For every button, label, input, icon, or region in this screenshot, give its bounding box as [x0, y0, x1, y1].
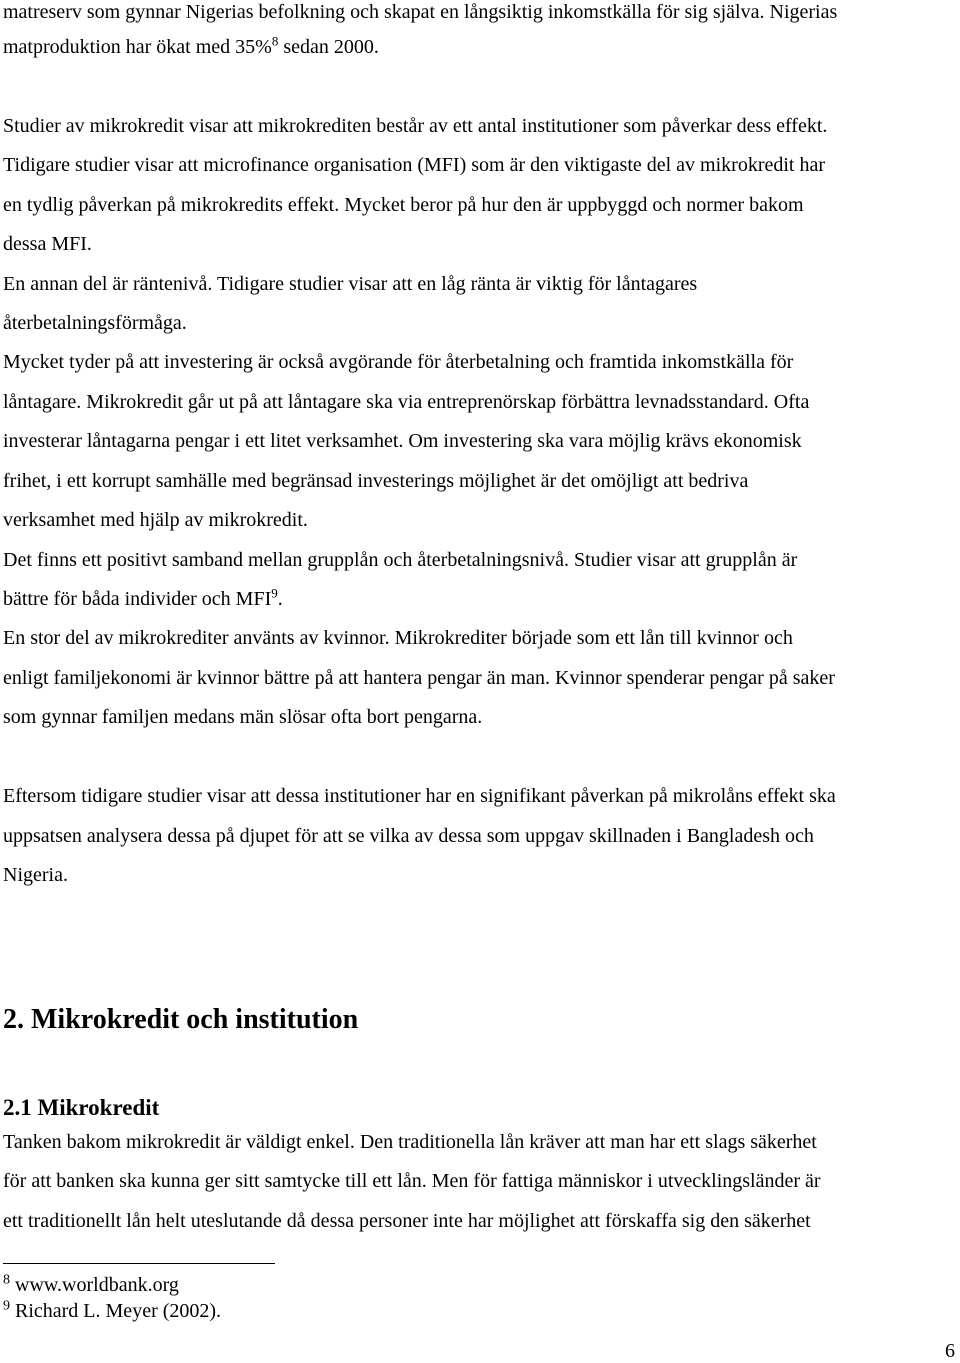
page-number: 6: [945, 1340, 955, 1362]
paragraph-line: låntagare. Mikrokredit går ut på att låntagare ska via entreprenörskap förbättra levnadsstandard. Ofta: [3, 391, 810, 413]
footnote-ref: 9: [271, 585, 278, 601]
footnote-ref: 8: [271, 33, 279, 49]
paragraph-line: [3, 35, 379, 59]
paragraph-line: uppsatsen analysera dessa på djupet för att se vilka av dessa som uppgav skillnaden i Bangladesh och: [3, 825, 814, 847]
paragraph-line: återbetalningsförmåga.: [3, 312, 187, 334]
paragraph-line: Studier av mikrokredit visar att mikrokrediten består av ett antal institutioner som påverkar dess effekt.: [3, 115, 828, 137]
footnote-text: www.worldbank.org: [10, 1274, 179, 1296]
subsection-heading: 2.1 Mikrokredit: [3, 1095, 160, 1120]
text-span: sedan 2000.: [278, 36, 379, 58]
paragraph-line: enligt familjekonomi är kvinnor bättre på att hantera pengar än man. Kvinnor spenderar pengar på saker: [3, 667, 835, 689]
paragraph-line: en tydlig påverkan på mikrokredits effekt. Mycket beror på hur den är uppbyggd och normer bakom: [3, 194, 804, 216]
paragraph-line: frihet, i ett korrupt samhälle med begränsad investerings möjlighet är det omöjligt att bedriva: [3, 470, 749, 492]
paragraph-line: för att banken ska kunna ger sitt samtycke till ett lån. Men för fattiga människor i utvecklingsländer är: [3, 1170, 821, 1192]
paragraph-line: Eftersom tidigare studier visar att dessa institutioner har en signifikant påverkan på mikrolåns effekt ska: [3, 785, 836, 807]
text-span: .: [277, 588, 283, 610]
text-span: bättre för båda individer och MFI: [3, 588, 272, 610]
paragraph-line: Det finns ett positivt samband mellan grupplån och återbetalningsnivå. Studier visar att grupplån är: [3, 549, 798, 571]
footnote-number: 8: [3, 1272, 10, 1288]
footnote: [3, 1299, 221, 1323]
footnote-text: Richard L. Meyer (2002).: [10, 1300, 222, 1322]
paragraph-line: Tidigare studier visar att microfinance organisation (MFI) som är den viktigaste del av mikrokredit har: [3, 154, 826, 176]
text-span: matproduktion har ökat med 35%: [3, 36, 272, 58]
footnote-number: 9: [3, 1298, 10, 1314]
paragraph-line: ett traditionellt lån helt uteslutande då dessa personer inte har möjlighet att förskaffa sig den säkerhet: [3, 1210, 811, 1232]
paragraph-line: investerar låntagarna pengar i ett litet verksamhet. Om investering ska vara möjlig krävs ekonomisk: [3, 430, 802, 452]
section-heading: 2. Mikrokredit och institution: [3, 1004, 359, 1035]
paragraph-line: En annan del är räntenivå. Tidigare studier visar att en låg ränta är viktig för låntagares: [3, 273, 698, 295]
paragraph-line: verksamhet med hjälp av mikrokredit.: [3, 509, 308, 531]
paragraph-line: Nigeria.: [3, 864, 68, 886]
paragraph-line: En stor del av mikrokrediter använts av kvinnor. Mikrokrediter började som ett lån till kvinnor och: [3, 627, 793, 649]
footnote: [3, 1273, 179, 1297]
paragraph-line: matreserv som gynnar Nigerias befolkning och skapat en långsiktig inkomstkälla för sig själva. Nigerias: [3, 1, 838, 23]
paragraph-line: [3, 587, 283, 611]
footnote-divider: [3, 1263, 275, 1264]
paragraph-line: som gynnar familjen medans män slösar ofta bort pengarna.: [3, 706, 483, 728]
paragraph-line: Mycket tyder på att investering är också avgörande för återbetalning och framtida inkomstkälla för: [3, 351, 794, 373]
paragraph-line: Tanken bakom mikrokredit är väldigt enkel. Den traditionella lån kräver att man har ett slags säkerhet: [3, 1131, 817, 1153]
paragraph-line: dessa MFI.: [3, 233, 92, 255]
